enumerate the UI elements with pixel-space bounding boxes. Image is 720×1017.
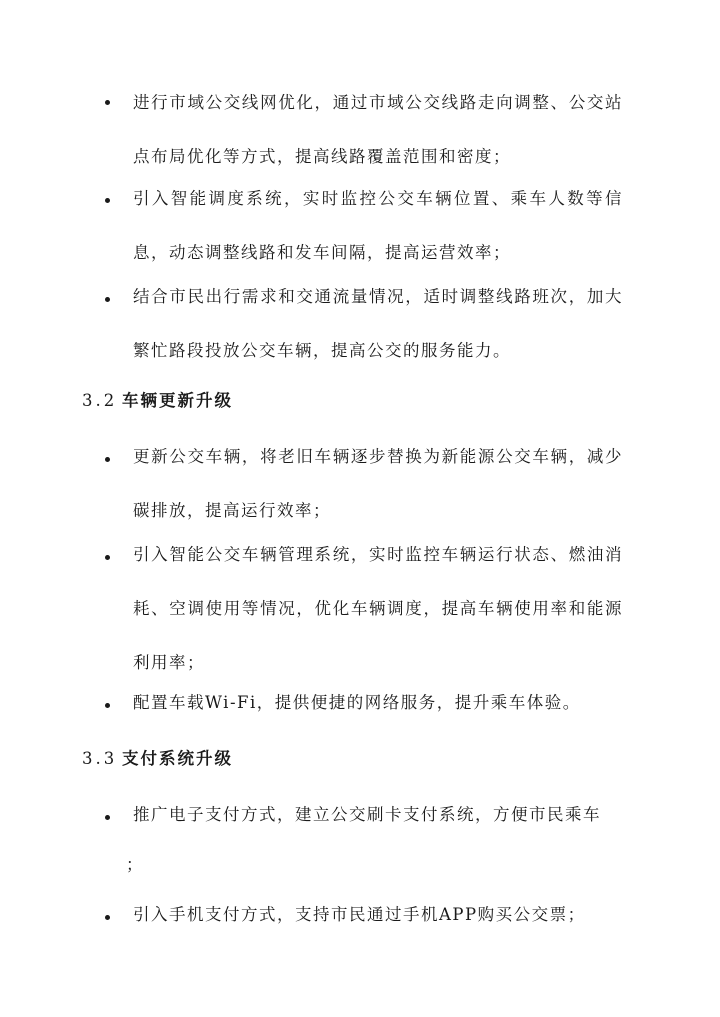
list-item-text: 配置车载Wi-Fi，提供便捷的网络服务，提升乘车体验。 [133,693,581,712]
list-item-text: 引入手机支付方式，支持市民通过手机APP购买公交票； [133,905,586,924]
list-item-text: 推广电子支付方式，建立公交刷卡支付系统，方便市民乘车 [133,805,601,824]
section-number: 3.3 [82,749,118,768]
bullet-dot [105,198,110,203]
list-item-text: 引入智能公交车辆管理系统，实时监控车辆运行状态、燃油消耗、空调使用等情况，优化车辆调度，提高车辆使用率和能源利用率； [133,545,623,672]
bullet-dot [105,555,110,560]
list-item-text: 引入智能调度系统，实时监控公交车辆位置、乘车人数等信息，动态调整线路和发车间隔，提高运营效率； [133,189,623,262]
bullet-dot [105,915,110,920]
bullet-dot [105,457,110,462]
section-heading [82,387,233,411]
list-item-text: 更新公交车辆，将老旧车辆逐步替换为新能源公交车辆，减少碳排放，提高运行效率； [133,447,623,520]
section-heading [82,745,233,769]
list-item-text: 结合市民出行需求和交通流量情况，适时调整线路班次，加大繁忙路段投放公交车辆，提高公交的服务能力。 [133,287,623,360]
bullet-dot [105,100,110,105]
section-title: 支付系统升级 [122,749,233,768]
section-title: 车辆更新升级 [122,391,233,410]
bullet-dot [105,815,110,820]
wrapped-punctuation: ； [126,855,144,874]
bullet-dot [105,703,110,708]
list-item-text: 进行市域公交线网优化，通过市域公交线路走向调整、公交站点布局优化等方式，提高线路覆盖范围和密度； [133,93,623,166]
section-number: 3.2 [82,391,118,410]
bullet-dot [105,297,110,302]
